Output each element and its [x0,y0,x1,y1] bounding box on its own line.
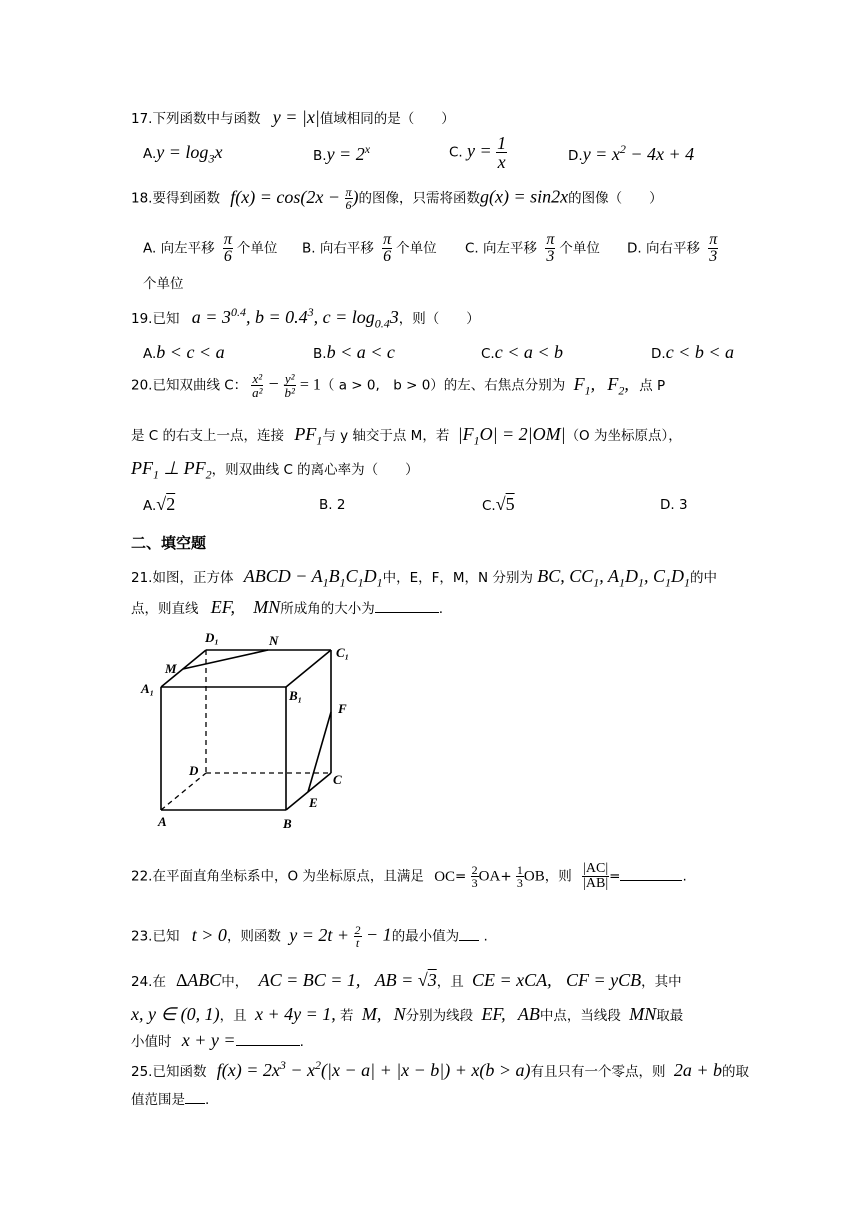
label-c1: C₁ [336,645,350,660]
q20-line2: 是 C 的右支上一点，连接 $PF_1$与 y 轴交于点 M，若 $|F_1O| = 2|OM|(O$ 为坐标原点）， [131,424,682,448]
q20-line1: 20.已知双曲线 C： $\frac{\text{x²}}{\text{a²}}$ − $\frac{\text{y²}}{\text{b²}}$ = 1（ a > 0, b > 0）的左、右焦点分别为 $F_1$, $F_2$, 点 P [131,371,666,400]
q18-option-b: B. 向右平移 $\frac{\pi}{6}$ 个单位 [302,231,437,265]
label-d: D [189,763,199,778]
cube-figure [131,625,371,835]
segment-ef [308,712,331,792]
q19-option-a: A.b < c < a [143,342,225,362]
q17-option-c: C. y = $\frac{1}{x}$ [449,133,507,172]
label-a1: A₁ [141,681,155,696]
q20-line3: $PF_1$ ⊥ $PF_2$，则双曲线 C 的离心率为（ ） [131,458,419,482]
label-d1: D₁ [205,630,219,645]
q18-option-c: C. 向左平移 $\frac{\pi}{3}$ 个单位 [465,231,600,265]
q21-line2: 点，则直线 EF, MN所成角的大小为 . [131,597,444,617]
q18-stem: 18.要得到函数 f(x) = cos(2x − $\frac{\pi}{6}$ )的图像，只需将函数g(x) = sin2x的图像（ ） [131,185,663,212]
q23-line: 23.已知 t > 0，则函数 y = 2t + $\frac{2}{t}$ − 1的最小值为 . [131,923,488,950]
q25-line2: 值范围是 . [131,1092,210,1108]
q17-option-b: $B.y = 2^x$ [313,142,371,164]
q19-stem: 19.已知 $a = 3^{0.4}$, $b = 0.4^3$, $c = \log_{0.4}3$，则（ ） [131,305,480,331]
q18-option-d: D. 向右平移 $\frac{\pi}{3}$ [627,231,718,265]
q19-option-d: D.c < b < a [651,342,734,362]
q17-stem: 17.下列函数中与函数 y = |x|值域相同的是（ ） [131,107,455,127]
q24-line1: 24.在 ∆ABC中， AC = BC = 1, AB = √3，且 CE = xCA, CF = yCB，其中 [131,970,682,990]
q24-line3: 小值时 x + y = . [131,1030,304,1050]
label-m: M [165,661,177,676]
q17-math: y = |x| [272,107,320,127]
q20-option-a: A.√2 [143,494,176,514]
q22-line: 22.在平面直角坐标系中，O 为坐标原点，且满足 OC= $\frac{2}{3}$ OA+ $\frac{1}{3}$ OB，则 $\frac{|AC|}{|AB|}$ = . [131,861,687,891]
q25-line1: 25.已知函数 $f(x) = 2x^3 - x^2(|x - a| + |x - b|) + x(b > a)$有且只有一个零点，则 2a + b的取 [131,1058,749,1080]
q21-line1: 21.如图，正方体 ABCD − $A_1B_1C_1D_1$中，E，F，M，N 分别为 BC, $CC_1$, $A_1D_1$, $C_1D_1$的中 [131,566,717,590]
q24-line2: x, y ∈ (0, 1)，且 x + 4y = 1, 若 M, N分别为线段 EF, AB中点，当线段 MN取最 [131,1004,684,1024]
label-n: N [269,633,279,648]
q19-option-c: C.c < a < b [481,342,564,362]
label-e: E [309,795,318,810]
segment-mn [183,650,268,669]
q17-option-d: $D.y = x^2 - 4x + 4$ [568,142,695,164]
edge-b1-c1 [286,650,331,687]
q20-option-d: D. 3 [660,497,688,513]
label-f: F [338,701,347,716]
label-b: B [283,816,292,831]
q20-option-c: C.√5 [482,494,515,514]
label-b1: B₁ [289,688,303,703]
label-a: A [158,814,167,829]
q18-option-a: A. 向左平移 $\frac{\pi}{6}$ 个单位 [143,231,278,265]
section-heading: 二、填空题 [131,534,207,552]
q18-option-d-unit: 个单位 [143,276,184,292]
label-c: C [333,772,342,787]
edge-a-d [161,773,206,810]
q17-option-a: $A.y = \log_3x$ [143,142,223,166]
q19-option-b: B.b < a < c [313,342,395,362]
q20-option-b: B. 2 [319,497,346,513]
